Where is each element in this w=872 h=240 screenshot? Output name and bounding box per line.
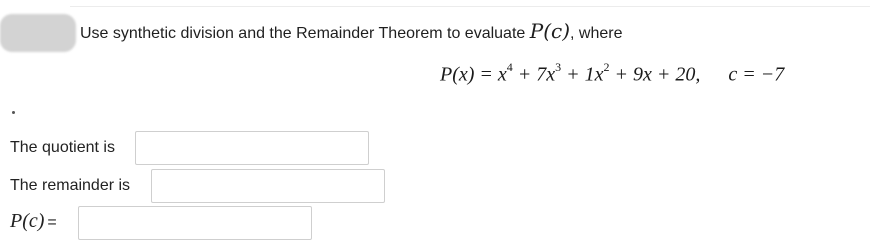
equation-term-2: + 7x	[512, 63, 556, 86]
question-suffix: , where	[570, 25, 623, 42]
pc-label-row	[10, 210, 57, 233]
polynomial-equation	[440, 62, 784, 87]
bullet-dot	[12, 111, 15, 114]
equation-exp-4: 4	[506, 60, 513, 74]
equation-term-4: + 9x + 20,	[609, 63, 701, 86]
quotient-input[interactable]	[135, 131, 369, 165]
c-value: c = −7	[728, 63, 785, 86]
equation-lhs: P(x) = x	[440, 63, 507, 86]
pc-equals: =	[47, 214, 57, 231]
question-instruction: Use synthetic division and the Remainder Theorem to evaluate	[80, 25, 526, 42]
pc-label: P(c)	[10, 210, 45, 232]
quotient-label: The quotient is	[10, 139, 115, 156]
avatar	[0, 14, 76, 52]
divider	[70, 6, 870, 7]
question-function: P(c)	[529, 19, 570, 43]
remainder-label: The remainder is	[10, 177, 131, 194]
equation-exp-3: 3	[555, 60, 562, 74]
remainder-input[interactable]	[151, 169, 385, 203]
question-text	[80, 19, 622, 43]
pc-input[interactable]	[78, 206, 312, 240]
equation-term-3: + 1x	[561, 63, 604, 86]
equation-exp-2: 2	[603, 60, 610, 74]
